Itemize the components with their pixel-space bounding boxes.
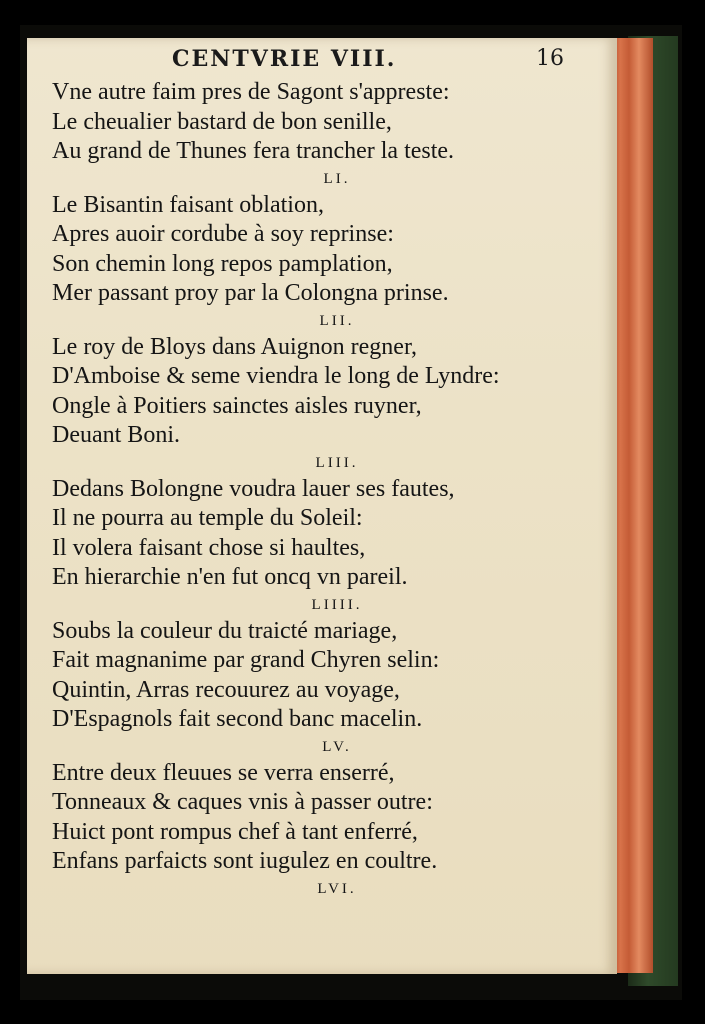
verse-line: Entre deux fleuues se verra enserré, [52,759,395,786]
verse-line: Ongle à Poitiers sainctes aisles ruyner, [52,392,422,419]
verse-line: Apres auoir cordube à soy reprinse: [52,221,394,247]
quatrain-number: LVI. [317,880,357,897]
verse-line: Le Bisantin faisant oblation, [52,191,324,218]
verse-text [52,78,592,901]
verse-line: Huict pont rompus chef à tant enferré, [52,818,418,845]
verse-line: Son chemin long repos pamplation, [52,250,393,277]
running-title: CENTVRIE VIII. [172,46,397,72]
quatrain-number: LI. [323,170,351,187]
verse-line: Le roy de Bloys dans Auignon regner, [52,333,417,360]
verse-line: Fait magnanime par grand Chyren selin: [52,647,440,673]
quatrain-number: LII. [319,312,355,329]
verse-line: Il ne pourra au temple du Soleil: [52,505,363,531]
running-head [0,46,705,76]
verse-line: Quintin, Arras recouurez au voyage, [52,676,400,703]
verse-line: D'Espagnols fait second banc macelin. [52,706,423,732]
verse-line: Au grand de Thunes fera trancher la teste. [52,138,455,164]
quatrain-number: LV. [322,738,352,755]
verse-line: Soubs la couleur du traicté mariage, [52,617,398,644]
verse-line: En hierarchie n'en fut oncq vn pareil. [52,564,408,590]
page-number: 16 [536,46,564,71]
quatrain-number: LIIII. [311,596,363,613]
page-edges [613,38,653,973]
verse-line: Vne autre faim pres de Sagont s'appreste: [52,79,450,105]
quatrain-number: LIII. [315,454,359,471]
verse-line: Dedans Bolongne voudra lauer ses fautes, [52,475,455,502]
verse-line: Enfans parfaicts sont iugulez en coultre. [52,848,438,874]
verse-line: D'Amboise & seme viendra le long de Lyndre: [52,363,500,389]
verse-line: Le cheualier bastard de bon senille, [52,108,392,135]
verse-line: Mer passant proy par la Colongna prinse. [52,280,449,306]
verse-line: Tonneaux & caques vnis à passer outre: [52,789,433,815]
verse-line: Deuant Boni. [52,422,180,448]
verse-line: Il volera faisant chose si haultes, [52,534,366,561]
